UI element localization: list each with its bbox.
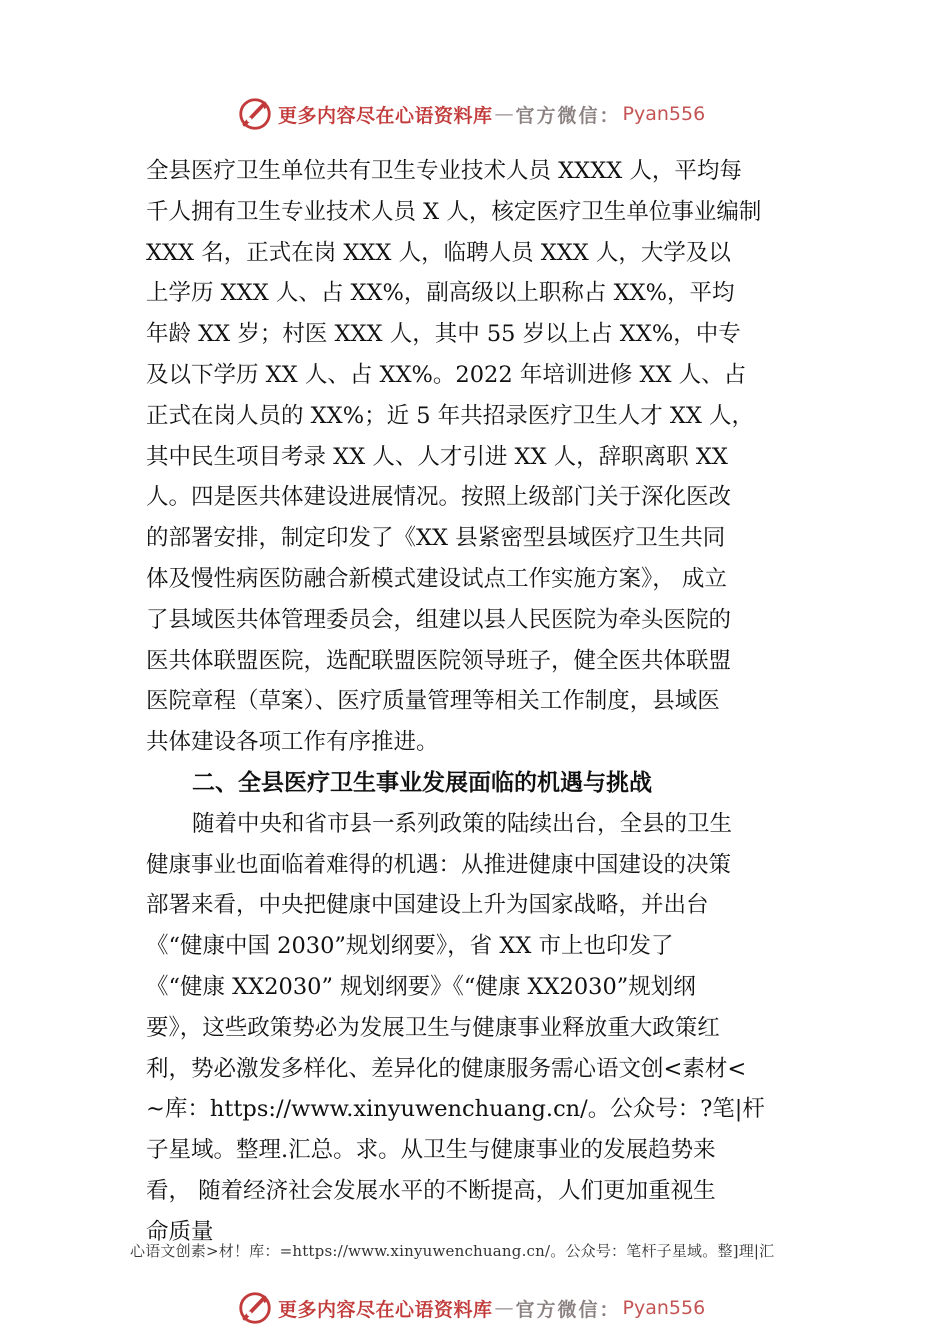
body-line: 健康事业也面临着难得的机遇：从推进健康中国建设的决策 xyxy=(146,851,732,878)
body-line: 部署来看，中央把健康中国建设上升为国家战略，并出台 xyxy=(146,892,709,919)
paragraph-first-line: 随着中央和省市县一系列政策的陆续出台，全县的卫生 xyxy=(192,810,733,837)
banner-title: 更多内容尽在心语资料库 xyxy=(278,1298,493,1321)
body-line: 利，势必激发多样化、差异化的健康服务需心语文创<素材< xyxy=(146,1055,747,1082)
pen-circle-logo-icon xyxy=(236,1289,274,1327)
banner-wechat-id: Pyan556 xyxy=(622,1297,706,1319)
body-line: 医院章程（草案）、医疗质量管理等相关工作制度，县域医 xyxy=(146,688,720,715)
body-line: 其中民生项目考录 XX 人、人才引进 XX 人，辞职离职 XX xyxy=(146,443,728,470)
top-banner xyxy=(236,94,705,134)
body-line: 子星域。整理.汇总。求。从卫生与健康事业的发展趋势来 xyxy=(146,1137,716,1164)
body-line: ~库：https://www.xinyuwenchuang.cn/。公众号：?笔|杆 xyxy=(146,1096,765,1123)
banner-dash: — xyxy=(494,103,514,125)
body-line: 医共体联盟医院，选配联盟医院领导班子，健全医共体联盟 xyxy=(146,647,732,674)
body-line: 全县医疗卫生单位共有卫生专业技术人员 XXXX 人，平均每 xyxy=(146,158,742,184)
banner-title: 更多内容尽在心语资料库 xyxy=(278,104,493,127)
body-line: 体及慢性病医防融合新模式建设试点工作实施方案》， 成立 xyxy=(146,565,727,592)
document-body xyxy=(146,151,826,1253)
body-line: 年龄 XX 岁；村医 XXX 人，其中 55 岁以上占 XX%，中专 xyxy=(146,321,741,348)
body-line: XXX 名，正式在岗 XXX 人，临聘人员 XXX 人，大学及以 xyxy=(146,239,731,266)
body-line: 了县域医共体管理委员会，组建以县人民医院为牵头医院的 xyxy=(146,606,732,633)
body-line: 人。四是医共体建设进展情况。按照上级部门关于深化医改 xyxy=(146,484,732,511)
banner-wechat-id: Pyan556 xyxy=(622,103,706,125)
body-line: 《“健康中国 2030”规划纲要》，省 XX 市上也印发了 xyxy=(146,933,674,960)
section-heading: 二、全县医疗卫生事业发展面临的机遇与挑战 xyxy=(192,769,652,796)
body-line: 命质量 xyxy=(146,1218,214,1245)
body-line: 《“健康 XX2030” 规划纲要》《“健康 XX2030”规划纲 xyxy=(146,973,696,1000)
banner-wechat-label: 官方微信： xyxy=(515,104,621,127)
pen-circle-logo-icon xyxy=(236,95,274,133)
body-line: 及以下学历 XX 人、占 XX%。2022 年培训进修 XX 人、占 xyxy=(146,361,747,388)
body-line: 要》，这些政策势必为发展卫生与健康事业释放重大政策红 xyxy=(146,1014,720,1041)
body-line: 的部署安排，制定印发了《XX 县紧密型县域医疗卫生共同 xyxy=(146,525,726,552)
body-line: 上学历 XXX 人、占 XX%，副高级以上职称占 XX%，平均 xyxy=(146,280,735,307)
body-line: 正式在岗人员的 XX%；近 5 年共招录医疗卫生人才 XX 人， xyxy=(146,402,755,429)
bottom-banner xyxy=(236,1288,705,1328)
body-line: 千人拥有卫生专业技术人员 X 人，核定医疗卫生单位事业编制 xyxy=(146,198,762,225)
banner-dash: — xyxy=(494,1297,514,1319)
footer-watermark-note: 心语文创素>材！库：=https://www.xinyuwenchuang.cn/。公众号：笔杆子星域。整]理|汇 xyxy=(130,1242,775,1260)
banner-wechat-label: 官方微信： xyxy=(515,1298,621,1321)
body-line: 共体建设各项工作有序推进。 xyxy=(146,729,439,756)
body-line: 看， 随着经济社会发展水平的不断提高，人们更加重视生 xyxy=(146,1177,716,1204)
